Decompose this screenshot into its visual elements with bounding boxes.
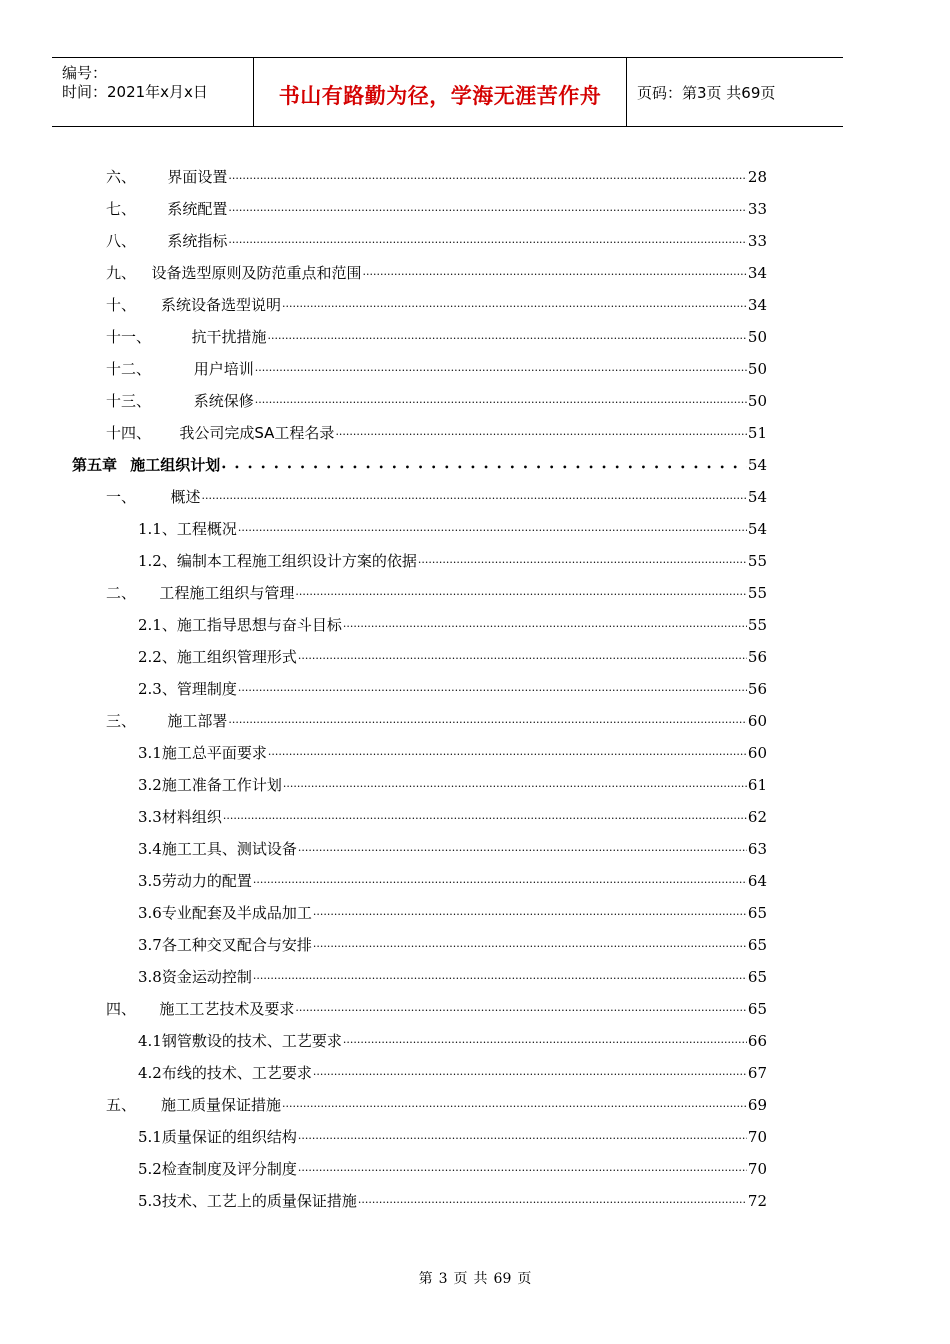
document-date-label: 时间：2021年x月x日 [62,83,208,101]
toc-entry-page-number: 50 [747,360,767,378]
toc-dot-leader [343,620,747,633]
toc-entry-page-number: 64 [747,872,767,890]
toc-entry-number: 三、 [106,712,137,730]
toc-dot-leader [298,1132,747,1145]
toc-entry-title: 5.3技术、工艺上的质量保证措施 [138,1192,357,1210]
toc-dot-leader [343,1036,747,1049]
toc-entry[interactable] [106,198,767,220]
header-right-cell [627,58,843,126]
toc-entry-page-number: 50 [747,328,767,346]
toc-entry-title: 概述 [170,488,201,506]
toc-entry-title: 系统保修 [193,392,254,410]
toc-entry-title: 2.2、施工组织管理形式 [138,648,297,666]
toc-dot-leader [221,456,747,474]
toc-entry[interactable] [106,166,767,188]
toc-entry[interactable] [138,1030,767,1052]
toc-entry-page-number: 33 [747,232,767,250]
toc-entry[interactable] [138,518,767,540]
toc-entry-page-number: 56 [747,680,767,698]
toc-entry[interactable] [106,998,767,1020]
toc-entry[interactable] [138,550,767,572]
toc-dot-leader [418,556,747,569]
toc-entry-page-number: 66 [747,1032,767,1050]
toc-entry[interactable] [138,1062,767,1084]
toc-entry-page-number: 65 [747,936,767,954]
toc-entry-page-number: 50 [747,392,767,410]
toc-entry-title: 2.1、施工指导思想与奋斗目标 [138,616,342,634]
toc-entry[interactable] [138,870,767,892]
toc-entry-page-number: 61 [747,776,767,794]
toc-entry-title: 界面设置 [167,168,228,186]
toc-entry-number: 二、 [106,584,137,602]
toc-entry-title: 2.3、管理制度 [138,680,237,698]
toc-entry-title: 我公司完成SA工程名录 [179,424,335,442]
toc-entry-page-number: 51 [747,424,767,442]
toc-dot-leader [228,716,747,729]
toc-entry-title: 1.2、编制本工程施工组织设计方案的依据 [138,552,417,570]
toc-dot-leader [255,364,747,377]
toc-dot-leader [313,1068,747,1081]
toc-entry-number: 十、 [106,296,137,314]
header-motto: 书山有路勤为径，学海无涯苦作舟 [278,84,602,108]
toc-entry-page-number: 65 [747,1000,767,1018]
toc-dot-leader [362,268,746,281]
toc-dot-leader [223,812,747,825]
toc-entry-page-number: 54 [747,456,767,474]
toc-entry-page-number: 70 [747,1160,767,1178]
toc-entry-title: 4.2布线的技术、工艺要求 [138,1064,312,1082]
toc-entry-title: 3.5劳动力的配置 [138,872,252,890]
toc-entry[interactable] [138,1190,767,1212]
toc-entry-title: 1.1、工程概况 [138,520,237,538]
toc-entry[interactable] [138,678,767,700]
toc-dot-leader [268,332,747,345]
toc-dot-leader [295,1004,746,1017]
toc-entry-title: 用户培训 [193,360,254,378]
toc-entry-title: 抗干扰措施 [191,328,267,346]
toc-entry-title: 施工质量保证措施 [160,1096,281,1114]
toc-entry-title: 3.3材料组织 [138,808,222,826]
toc-entry[interactable] [106,1094,767,1116]
toc-entry[interactable] [106,230,767,252]
toc-entry-page-number: 34 [747,296,767,314]
toc-dot-leader [358,1196,747,1209]
toc-entry-title: 3.4施工工具、测试设备 [138,840,297,858]
toc-dot-leader [268,748,747,761]
toc-entry[interactable] [138,646,767,668]
toc-dot-leader [282,300,747,313]
toc-dot-leader [238,684,747,697]
toc-dot-leader [283,780,747,793]
footer-word-ye: 页 [453,1271,468,1287]
toc-entry-page-number: 54 [747,488,767,506]
toc-entry-title: 3.7各工种交叉配合与安排 [138,936,312,954]
toc-entry-page-number: 33 [747,200,767,218]
toc-dot-leader [253,972,747,985]
toc-entry[interactable] [106,262,767,284]
toc-entry-page-number: 56 [747,648,767,666]
toc-entry[interactable] [138,614,767,636]
toc-dot-leader [238,524,747,537]
toc-dot-leader [228,172,747,185]
toc-entry-title: 系统配置 [167,200,228,218]
toc-entry-page-number: 72 [747,1192,767,1210]
toc-dot-leader [313,940,747,953]
toc-entry-number: 第五章 [72,456,118,474]
toc-entry-page-number: 67 [747,1064,767,1082]
toc-entry[interactable] [106,582,767,604]
toc-entry-page-number: 69 [747,1096,767,1114]
toc-entry-title: 3.8资金运动控制 [138,968,252,986]
toc-entry-number: 四、 [106,1000,137,1018]
toc-entry-page-number: 55 [747,584,767,602]
toc-entry-number: 九、 [106,264,137,282]
toc-entry-page-number: 65 [747,904,767,922]
toc-entry[interactable] [138,902,767,924]
document-number-label: 编号： [62,64,108,82]
toc-dot-leader [295,588,746,601]
document-header [52,57,843,127]
toc-dot-leader [253,876,747,889]
toc-entry-title: 系统设备选型说明 [160,296,281,314]
toc-dot-leader [202,492,747,505]
toc-entry-number: 十三、 [106,392,152,410]
toc-entry[interactable] [106,422,767,444]
toc-dot-leader [298,652,747,665]
toc-dot-leader [255,396,747,409]
toc-entry-number: 七、 [106,200,137,218]
toc-entry-page-number: 55 [747,616,767,634]
toc-dot-leader [282,1100,747,1113]
toc-entry-page-number: 60 [747,744,767,762]
toc-entry-title: 施工工艺技术及要求 [159,1000,295,1018]
header-page-code: 页码：第3页 共69页 [637,84,776,102]
toc-dot-leader [298,1164,747,1177]
toc-entry[interactable] [106,710,767,732]
toc-entry[interactable] [106,326,767,348]
toc-entry[interactable] [138,966,767,988]
toc-entry-page-number: 65 [747,968,767,986]
toc-entry[interactable] [138,934,767,956]
toc-entry[interactable] [138,806,767,828]
toc-entry-page-number: 34 [747,264,767,282]
footer-current-page: 3 [438,1271,448,1287]
toc-entry-number: 十一、 [106,328,152,346]
toc-entry-title: 4.1钢管敷设的技术、工艺要求 [138,1032,342,1050]
toc-entry-title: 设备选型原则及防范重点和范围 [151,264,362,282]
toc-entry-title: 3.6专业配套及半成品加工 [138,904,312,922]
toc-entry-number: 十二、 [106,360,152,378]
footer-word-ye-2: 页 [517,1271,532,1287]
toc-entry-title: 施工组织计划 [130,456,221,474]
toc-entry-title: 5.1质量保证的组织结构 [138,1128,297,1146]
page-footer [0,1268,950,1288]
toc-entry-title: 施工部署 [167,712,228,730]
toc-entry[interactable] [106,390,767,412]
toc-entry[interactable] [106,486,767,508]
toc-entry-page-number: 60 [747,712,767,730]
toc-entry-page-number: 28 [747,168,767,186]
footer-total-pages: 69 [493,1271,512,1287]
toc-dot-leader [313,908,747,921]
toc-entry-page-number: 54 [747,520,767,538]
header-left-cell [52,58,254,126]
toc-dot-leader [228,236,747,249]
toc-entry-title: 工程施工组织与管理 [159,584,295,602]
toc-dot-leader [228,204,747,217]
toc-entry-number: 五、 [106,1096,137,1114]
toc-dot-leader [335,428,746,441]
toc-entry-page-number: 70 [747,1128,767,1146]
toc-entry-title: 3.2施工准备工作计划 [138,776,282,794]
toc-entry[interactable] [138,1126,767,1148]
toc-entry[interactable] [106,294,767,316]
toc-entry[interactable] [106,358,767,380]
toc-entry-page-number: 62 [747,808,767,826]
toc-entry-title: 5.2检查制度及评分制度 [138,1160,297,1178]
toc-entry-page-number: 63 [747,840,767,858]
toc-entry[interactable] [138,742,767,764]
toc-entry[interactable] [138,1158,767,1180]
toc-entry-number: 六、 [106,168,137,186]
toc-entry-title: 系统指标 [167,232,228,250]
toc-entry[interactable] [138,838,767,860]
header-middle-cell [254,58,627,126]
toc-entry-number: 八、 [106,232,137,250]
toc-entry-number: 十四、 [106,424,152,442]
toc-entry-title: 3.1施工总平面要求 [138,744,267,762]
toc-entry-number: 一、 [106,488,137,506]
toc-dot-leader [298,844,747,857]
footer-word-di: 第 [418,1271,433,1287]
footer-word-gong: 共 [473,1271,488,1287]
toc-entry[interactable] [138,774,767,796]
toc-entry-page-number: 55 [747,552,767,570]
toc-entry[interactable] [72,454,767,476]
